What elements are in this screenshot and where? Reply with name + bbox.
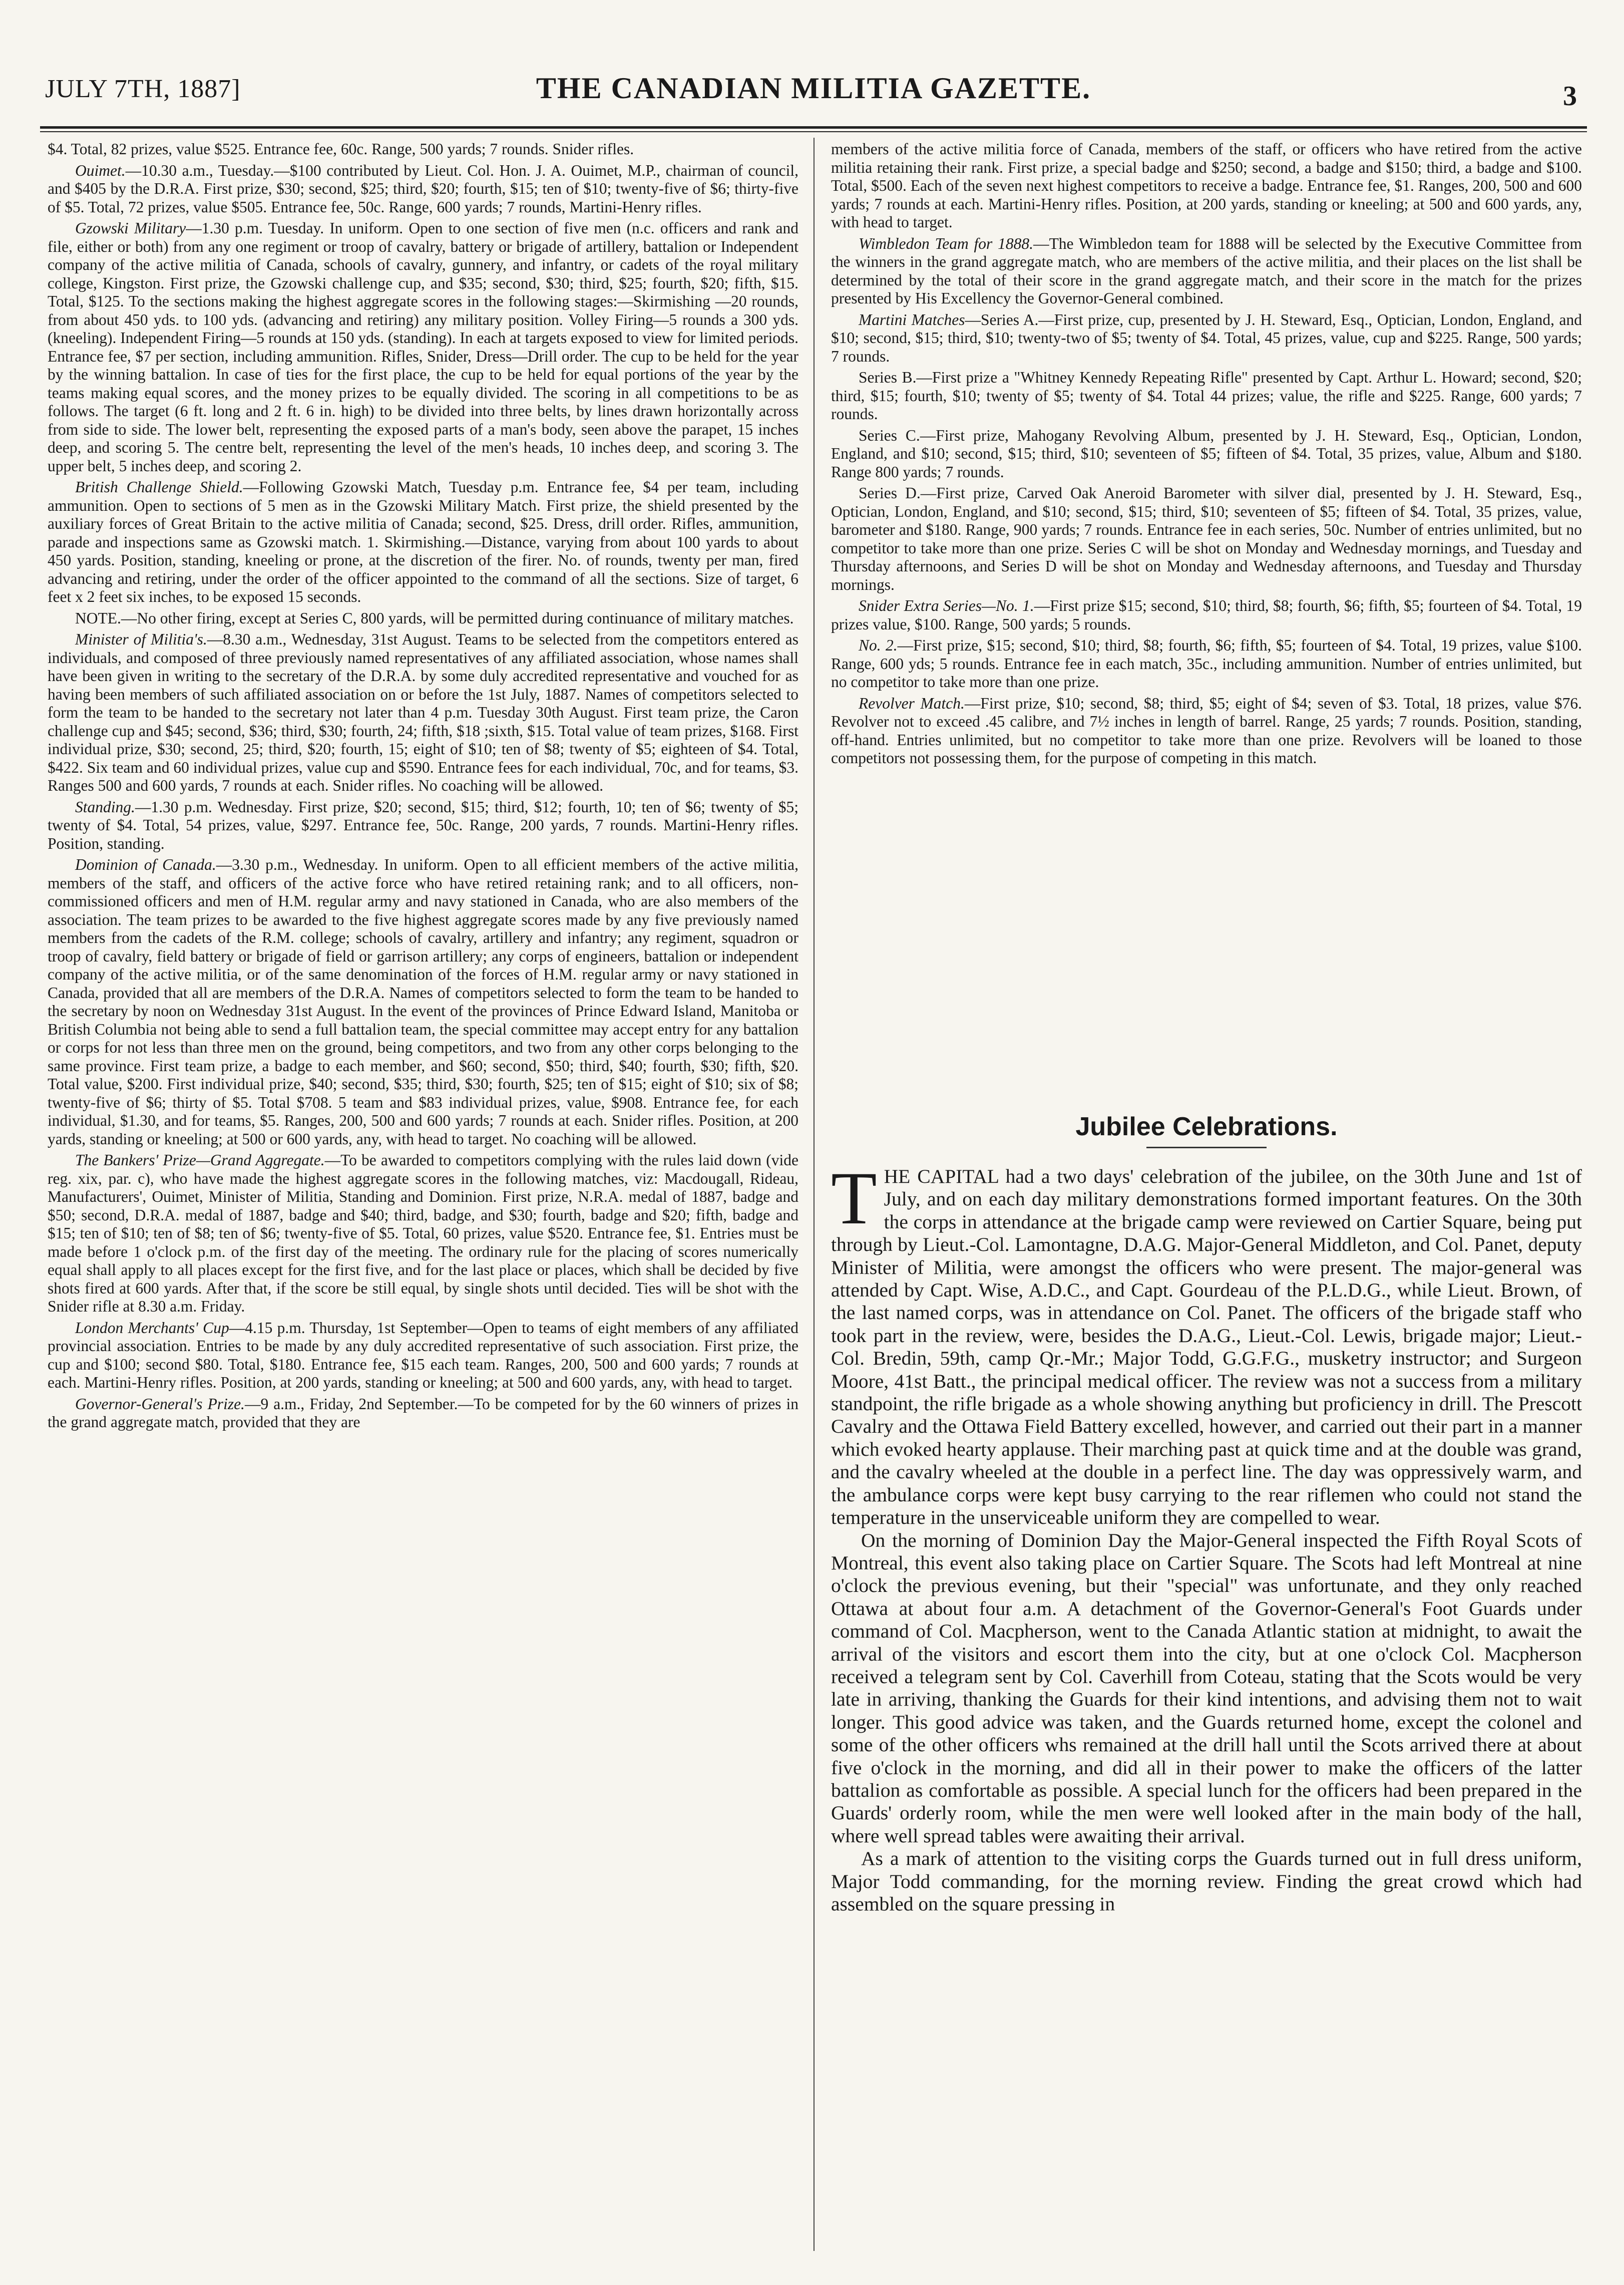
- match-details: —8.30 a.m., Wednesday, 31st August. Teams to be selected from the competitors entered as individuals, and composed of three previously named representatives of any affiliated association, whose names shall have been given in writing to the secretary of the D.R.A. by some duly accredited representative and vouched for as having been members of such affiliated association on or before the 1st July, 1887. Names of competitors selected to form the team to be handed to the secretary not later than 4 p.m. Tuesday 30th August. First team prize, the Caron challenge cup and $45; second, $36; third, $30; fourth, 24; fifth, $18 ;sixth, $15. Total value of team prizes, $168. First individual prize, $30; second, 25; third, $20; fourth, 15; eight of $10; ten of $8; twenty of $5; eighteen of $4. Total, $422. Six team and 60 individual prizes, value cup and $590. Entrance fees for each individual, 70c, and for teams, $3. Ranges 500 and 600 yards, 7 rounds at each. Snider rifles. No coaching will be allowed.: [48, 630, 798, 794]
- match-paragraph: [831, 311, 1582, 366]
- match-paragraph: [48, 798, 798, 853]
- match-paragraph: [48, 478, 798, 606]
- match-name: Governor-General's Prize.: [75, 1395, 245, 1413]
- article-first-paragraph: THE CAPITAL had a two days' celebration of the jubilee, on the 30th June and 1st of July, and on each day military demonstrations formed important features. On the 30th the corps in attendance at the brigade camp were reviewed on Cartier Square, being put through by Lieut.-Col. Lamontagne, D.A.G. Major-General Middleton, and Col. Panet, deputy Minister of Militia, were amongst the officers who were present. The major-general was attended by Capt. Wise, A.D.C., and Capt. Gourdeau of the P.L.D.G., while Lieut. Brown, of the last named corps, was in attendance on Col. Panet. The officers of the brigade staff who took part in the review, were, besides the D.A.G., Lieut.-Col. Lewis, brigade major; Lieut.-Col. Bredin, 59th, camp Qr.-Mr.; Major Todd, G.G.F.G., musketry instructor; and Surgeon Moore, 41st Batt., the principal medical officer. The review was not a success from a military standpoint, the rifle brigade as a whole showing anything but proficiency in drill. The Prescott Cavalry and the Ottawa Field Battery excelled, however, and carried out their part in a manner which evoked hearty applause. Their marching past at quick time and at the double was grand, and the cavalry wheeled at the double in a perfect line. The day was oppressively warm, and the ambulance corps were kept busy carrying to the rear riflemen who could not stand the temperature in the unserviceable uniform they are compelled to wear.: [831, 1157, 1582, 1529]
- match-details: NOTE.—No other firing, except at Series C, 800 yards, will be permitted during continuance of military matches.: [75, 609, 794, 627]
- match-name: No. 2.: [859, 636, 898, 654]
- match-paragraph: [831, 427, 1582, 482]
- match-name: Martini Matches: [859, 310, 965, 329]
- match-details: Series D.—First prize, Carved Oak Aneroid Barometer with silver dial, presented by J. H. Steward, Esq., Optician, London, England, and $10; second, $15; third, $10; seventeen of $5; fifteen of $4. Total, 35 prizes, value, barometer and $180. Range, 900 yards; 7 rounds. Entrance fee in each series, 50c. Number of entries unlimited, but no competitor to take more than one prize. Series C will be shot on Monday and Wednesday mornings, and Tuesday and Thursday afternoons, and Series D will be shot on Monday and Wednesday afternoons, and Tuesday and Thursday mornings.: [831, 484, 1582, 593]
- match-paragraph: [48, 856, 798, 1148]
- article-headline: Jubilee Celebrations.: [1075, 1112, 1338, 1141]
- match-paragraph: [48, 1319, 798, 1392]
- page-number: 3: [1563, 81, 1577, 112]
- match-paragraph: [48, 1395, 798, 1432]
- match-name: London Merchants' Cup: [75, 1319, 229, 1337]
- match-details: Series B.—First prize a "Whitney Kennedy Repeating Rifle" presented by Capt. Arthur L. Howard; second, $20; third, $15; fourth, $10; twenty of $5; twenty of $4. Total 44 prizes; value, the rifle and $225. Range, 600 yards; 7 rounds.: [831, 369, 1582, 423]
- match-details: —10.30 a.m., Tuesday.—$100 contributed by Lieut. Col. Hon. J. A. Ouimet, M.P., chairman of council, and $405 by the D.R.A. First prize, $30; second, $25; third, $20; fourth, $15; ten of $10; twenty-five of $6; thirty-five of $5. Total, 72 prizes, value $505. Entrance fee, 50c. Range, 600 yards; 7 rounds, Martini-Henry rifles.: [48, 161, 798, 216]
- newspaper-title: THE CANADIAN MILITIA GAZETTE.: [536, 72, 1091, 105]
- match-paragraph: [831, 235, 1582, 308]
- match-name: Wimbledon Team for 1888.: [859, 234, 1034, 252]
- match-name: Ouimet.: [75, 161, 126, 179]
- match-details: —The Wimbledon team for 1888 will be selected by the Executive Committee from the winners in the grand aggregate match, who are members of the active militia, and their places on the list shall be determined by the total of their score in the grand aggregate match, and their score in the match for the prizes presented by His Excellency the Governor-General combined.: [831, 234, 1582, 307]
- match-details: —Series A.—First prize, cup, presented by J. H. Steward, Esq., Optician, London, England, and $10; second, $15; third, $10; twenty-two of $5; twenty of $4. Total, 45 prizes, value, cup and $225. Range, 500 yards; 7 rounds.: [831, 310, 1582, 365]
- match-details: $4. Total, 82 prizes, value $525. Entrance fee, 60c. Range, 500 yards; 7 rounds. Snider rifles.: [48, 140, 634, 158]
- match-details: —4.15 p.m. Thursday, 1st September—Open to teams of eight members of any affiliated provincial association. Entries to be made by any duly accredited representative of such association. First prize, the cup and $100; second $80. Total, $180. Entrance fee, $15 each team. Ranges, 200, 500 and 600 yards; 7 rounds at each. Martini-Henry rifles. Position, at 200 yards, standing or kneeling; at 500 and 600 yards, any, with head to target.: [48, 1319, 798, 1391]
- match-details: —Following Gzowski Match, Tuesday p.m. Entrance fee, $4 per team, including ammunition. Open to sections of 5 men as in the Gzowski Military Match. First prize, the shield presented by the auxiliary forces of Great Britain to the active militia of Canada; second, $25. Dress, drill order. Rifles, ammunition, parade and inspections same as Gzowski match. 1. Skirmishing.—Distance, varying from about 100 yards to about 450 yards. Position, standing, kneeling or prone, at the discretion of the firer. No. of rounds, twenty per man, fired advancing and retiring, under the order of the officer appointed to the command of all the sections. Size of target, 6 feet x 2 feet six inches, to be exposed 15 seconds.: [48, 478, 798, 605]
- match-paragraph: [831, 636, 1582, 692]
- match-paragraph: [831, 369, 1582, 424]
- match-details: —First prize, $10; second, $8; third, $5; eight of $4; seven of $3. Total, 18 prizes, value $76. Revolver not to exceed .45 calibre, and 7½ inches in length of barrel. Range, 25 yards; 7 rounds. Position, standing, off-hand. Entries unlimited, but no competitor to take more than one prize. Revolvers will be loaned to those competitors not possessing them, for the purpose of competing in this match.: [831, 694, 1582, 767]
- page-header: [40, 60, 1587, 120]
- match-details: —First prize, $15; second, $10; third, $8; fourth, $6; fifth, $5; fourteen of $4. Total, 19 prizes, value $100. Range, 600 yds; 5 rounds. Entrance fee in each match, 35c., including ammunition. Number of entries unlimited, but no competitor to take more than one prize.: [831, 636, 1582, 691]
- article-paragraph: On the morning of Dominion Day the Major-General inspected the Fifth Royal Scots of Montreal, this event also taking place on Cartier Square. The Scots had left Montreal at nine o'clock the previous evening, but their "special" was unfortunate, and they only reached Ottawa at about four a.m. A detachment of the Governor-General's Foot Guards under command of Col. Macpherson, went to the Canada Atlantic station at midnight, to await the arrival of the visitors and escort them into the city, but at one o'clock Col. Macpherson received a telegram sent by Col. Caverhill from Coteau, stating that the Scots would be very late in arriving, thanking the Guards for their kind intentions, and advising them not to wait longer. This good advice was taken, and the Guards returned home, except the colonel and some of the other officers whs remained at the drill hall until the Scots arrived there at about five o'clock in the morning, and did all in their power to make the officers of the latter battalion as comfortable as possible. A special lunch for the officers had been prepared in the Guards' orderly room, while the men were well looked after in the main body of the hall, where well spread tables were awaiting their arrival.: [831, 1529, 1582, 1847]
- header-rule: [40, 126, 1587, 129]
- match-name: Standing.: [75, 798, 135, 816]
- match-details: Series C.—First prize, Mahogany Revolving Album, presented by J. H. Steward, Esq., Optician, London, England, and $10; second, $15; third, $10; seventeen of $5; fifteen of $4. Total, 35 prizes, value, Album and $180. Range 800 yards; 7 rounds.: [831, 426, 1582, 481]
- match-paragraph: [831, 695, 1582, 768]
- newspaper-page: [40, 60, 1587, 2253]
- column-divider: [814, 138, 815, 2251]
- article-body: [831, 1157, 1582, 1915]
- drop-cap: T: [831, 1157, 877, 1240]
- article-paragraph: As a mark of attention to the visiting corps the Guards turned out in full dress uniform, Major Todd commanding, for the morning review. Finding the great crowd which had assembled on the square pressing in: [831, 1847, 1582, 1915]
- match-paragraph: [831, 484, 1582, 594]
- match-details: members of the active militia force of Canada, members of the staff, or officers who have retired from the active militia retaining their rank. First prize, a special badge and $250; second, a badge and $150; third, a badge and $100. Total, $500. Each of the seven next highest competitors to receive a badge. Entrance fee, $1. Ranges, 200, 500 and 600 yards; 7 rounds at each. Martini-Henry rifles. Position, at 200 yards, standing or kneeling; at 500 and 600 yards, any, with head to target.: [831, 140, 1582, 231]
- match-paragraph: [48, 630, 798, 795]
- match-name: Gzowski Military: [75, 219, 186, 237]
- match-details: —1.30 p.m. Wednesday. First prize, $20; second, $15; third, $12; fourth, 10; ten of $6; twenty of $5; twenty of $4. Total, 54 prizes, value, $297. Entrance fee, 50c. Range, 200 yards, 7 rounds. Martini-Henry rifles. Position, standing.: [48, 798, 798, 852]
- jubilee-article: [831, 1112, 1582, 1915]
- match-name: Minister of Militia's.: [75, 630, 207, 648]
- issue-date: JULY 7TH, 1887]: [45, 75, 241, 103]
- match-name: Dominion of Canada.: [75, 856, 216, 873]
- match-paragraph: [48, 219, 798, 475]
- match-details: —1.30 p.m. Tuesday. In uniform. Open to one section of five men (n.c. officers and rank and file, either or both) from any one regiment or troop of cavalry, battery or brigade of artillery, battalion or Independent company of the active militia of Canada, schools of cavalry, gunnery, and infantry, or cadets of the royal military college, Kingston. First prize, the Gzowski challenge cup, and $35; second, $30; third, $25; fourth, $20; fifth, $15. Total, $125. To the sections making the highest aggregate scores in the following stages:—Skirmishing —20 rounds, from about 450 yds. to 100 yds. (advancing and retiring) any military position. Volley Firing—5 rounds a 300 yds. (kneeling). Independent Firing—5 rounds at 150 yds. (standing). In each at targets exposed to view for limited periods. Entrance fee, $7 per section, including ammunition. Rifles, Snider, Dress—Drill order. The cup to be held for the year by the winning battalion. In case of ties for the first place, the cup to be held for equal portions of the year by the teams making equal scores, and the money prizes to be equally divided. The scoring in all competitions to be as follows. The target (6 ft. long and 2 ft. 6 in. high) to be divided into three belts, by lines drawn horizontally across from side to side. The lower belt, representing the exposed parts of a man's body, seen above the parapet, 15 inches deep, and scoring 5. The centre belt, representing the level of the men's heads, 10 inches deep, and scoring 3. The upper belt, 5 inches deep, and scoring 2.: [48, 219, 798, 475]
- match-paragraph: [48, 162, 798, 217]
- match-details: —To be awarded to competitors complying with the rules laid down (vide reg. xix, par. c), who have made the highest aggregate scores in the following matches, viz: Macdougall, Rideau, Manufacturers', Ouimet, Minister of Militia, Standing and Dominion. First prize, N.R.A. medal of 1887, badge and $50; second, D.R.A. medal of 1887, badge and $40; third, badge, and $30; fourth, badge and $20; fifth, badge and $15; ten of $10; ten of $8; ten of $6; twenty-five of $5. Total, 60 prizes, value $520. Entrance fee, $1. Entries must be made before 1 o'clock p.m. of the first day of the meeting. The ordinary rule for the placing of scores numerically equal shall apply to all places except for the first five, and for the last place or places, which shall be decided by five shots fired at 600 yards. After that, if the score be still equal, by single shots until decided. Ties will be shot with the Snider rifle at 8.30 a.m. Friday.: [48, 1151, 798, 1315]
- match-details: —First prize $15; second, $10; third, $8; fourth, $6; fifth, $5; fourteen of $4. Total, 19 prizes value, $100. Range, 500 yards; 5 rounds.: [831, 597, 1582, 633]
- match-name: The Bankers' Prize—Grand Aggregate.: [75, 1151, 325, 1169]
- match-name: Revolver Match.: [859, 694, 965, 712]
- match-name: Snider Extra Series—No. 1.: [859, 597, 1034, 614]
- match-paragraph: [831, 140, 1582, 232]
- match-paragraph: [831, 597, 1582, 633]
- header-rule-thin: [40, 131, 1587, 132]
- right-column: [831, 140, 1582, 771]
- match-paragraph: [48, 609, 798, 628]
- match-paragraph: [48, 1151, 798, 1316]
- headline-rule: [1146, 1147, 1267, 1148]
- match-details: —9 a.m., Friday, 2nd September.—To be competed for by the 60 winners of prizes in the grand aggregate match, provided that they are: [48, 1395, 798, 1431]
- match-details: —3.30 p.m., Wednesday. In uniform. Open to all efficient members of the active militia, members of the staff, and officers of the active force who have retired retaining rank; and to all officers, non-commissioned officers and men of H.M. regular army and navy stationed in Canada, who are also members of the association. The team prizes to be awarded to the five highest aggregate scores made by any five previously named members from the cadets of the R.M. college; schools of cavalry, artillery and infantry; any regiment, squadron or troop of cavalry, field battery or brigade of field or garrison artillery; any corps of engineers, battalion or independent company of the active militia, or of the same denomination of the forces of H.M. regular army or navy stationed in Canada, provided that all are members of the D.R.A. Names of competitors selected to form the team to be handed to the secretary by noon on Wednesday 31st August. In the event of the provinces of Prince Edward Island, Manitoba or British Columbia not being able to send a full battalion team, the special committee may accept entry for any battalion or corps for not less than three men on the ground, being competitors, and two from any other corps belonging to the same province. First team prize, a badge to each member, and $60; second, $50; third, $40; fourth, $30; fifth, $20. Total value, $200. First individual prize, $40; second, $35; third, $30; fourth, $25; ten of $15; eight of $10; six of $8; twenty-five of $6; thirty of $5. Total $708. 5 team and $83 individual prizes, value, $908. Entrance fee, for each individual, $1.30, and for teams, $5. Ranges, 200, 500 and 600 yards; 7 rounds at each. Snider rifles. Position, at 200 yards, standing or kneeling; at 500 or 600 yards, any, with head to target. No coaching will be allowed.: [48, 856, 798, 1148]
- match-name: British Challenge Shield.: [75, 478, 243, 496]
- match-paragraph: [48, 140, 798, 159]
- left-column: [48, 140, 798, 1435]
